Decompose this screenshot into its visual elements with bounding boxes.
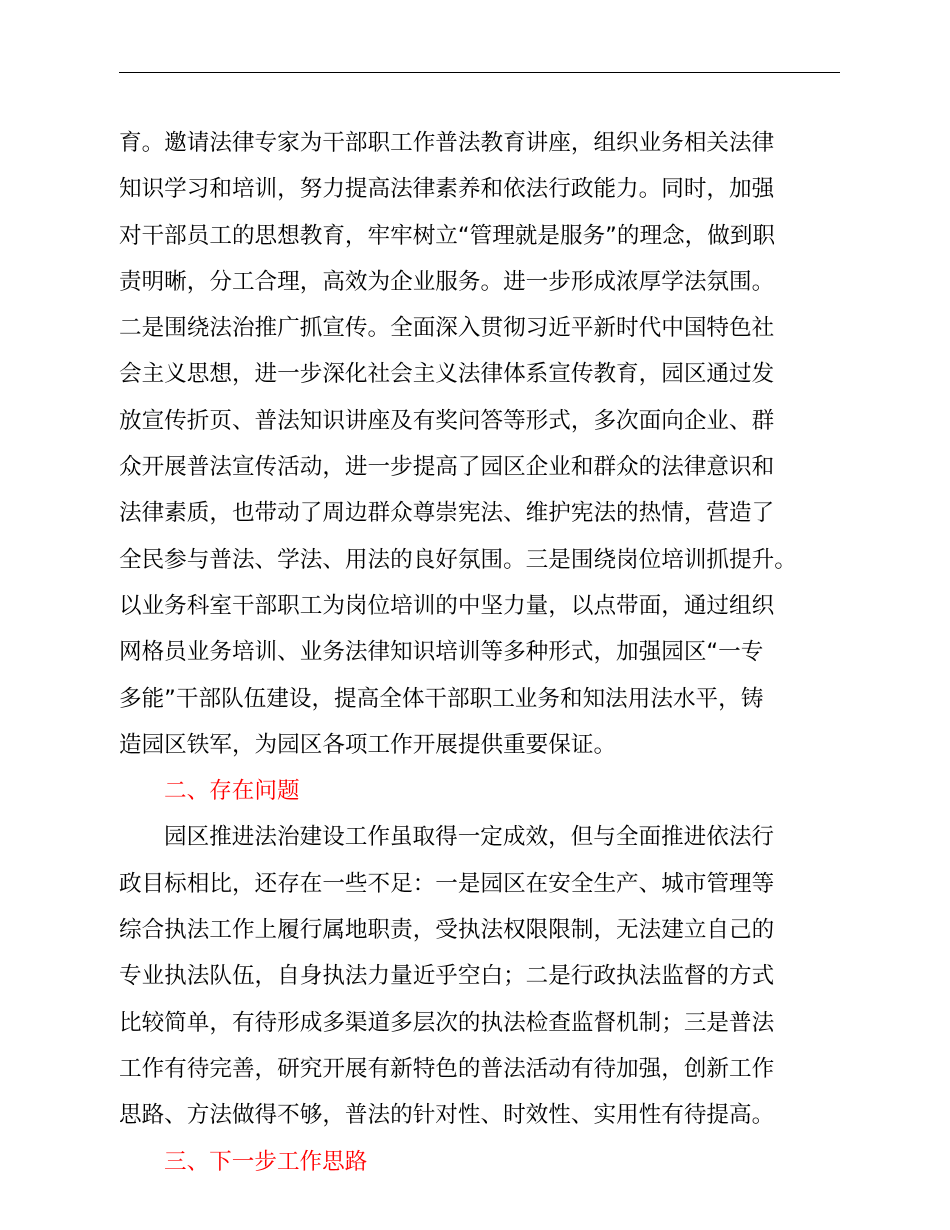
paragraph-line: 责明晰，分工合理，高效为企业服务。进一步形成浓厚学法氛围。 (119, 268, 775, 295)
paragraph-line: 网格员业务培训、业务法律知识培训等多种形式，加强园区“一专 (119, 639, 764, 666)
header-rule (119, 72, 840, 73)
paragraph-line: 园区推进法治建设工作虽取得一定成效，但与全面推进依法行 (164, 824, 775, 851)
paragraph-line: 会主义思想，进一步深化社会主义法律体系宣传教育，园区通过发 (119, 361, 775, 388)
paragraph-line: 政目标相比，还存在一些不足：一是园区在安全生产、城市管理等 (119, 870, 775, 897)
paragraph-line: 比较简单，有待形成多渠道多层次的执法检查监督机制；三是普法 (119, 1009, 775, 1036)
section-heading: 二、存在问题 (164, 778, 300, 805)
paragraph-line: 二是围绕法治推广抓宣传。全面深入贯彻习近平新时代中国特色社 (119, 315, 775, 342)
section-heading: 三、下一步工作思路 (164, 1148, 368, 1175)
paragraph-line: 多能”干部队伍建设，提高全体干部职工业务和知法用法水平，铸 (119, 685, 764, 712)
document-body (119, 120, 844, 1185)
paragraph-line: 育。邀请法律专家为干部职工作普法教育讲座，组织业务相关法律 (119, 130, 775, 156)
paragraph-line: 思路、方法做得不够，普法的针对性、时效性、实用性有待提高。 (119, 1102, 775, 1129)
paragraph-line: 法律素质，也带动了周边群众尊崇宪法、维护宪法的热情，营造了 (119, 500, 775, 527)
paragraph-line: 综合执法工作上履行属地职责，受执法权限限制，无法建立自己的 (119, 917, 775, 944)
paragraph-line: 以业务科室干部职工为岗位培训的中坚力量，以点带面，通过组织 (119, 592, 775, 619)
paragraph-line: 放宣传折页、普法知识讲座及有奖问答等形式，多次面向企业、群 (119, 407, 775, 434)
paragraph-line: 专业执法队伍，自身执法力量近乎空白；二是行政执法监督的方式 (119, 963, 775, 990)
paragraph-line: 造园区铁军，为园区各项工作开展提供重要保证。 (119, 731, 617, 758)
paragraph-line: 对干部员工的思想教育，牢牢树立“管理就是服务”的理念，做到职 (119, 222, 776, 249)
paragraph-line: 全民参与普法、学法、用法的良好氛围。三是围绕岗位培训抓提升。 (119, 546, 797, 573)
paragraph-line: 工作有待完善，研究开展有新特色的普法活动有待加强，创新工作 (119, 1055, 775, 1082)
paragraph-line: 知识学习和培训，努力提高法律素养和依法行政能力。同时，加强 (119, 176, 775, 203)
paragraph-line: 众开展普法宣传活动，进一步提高了园区企业和群众的法律意识和 (119, 454, 775, 481)
